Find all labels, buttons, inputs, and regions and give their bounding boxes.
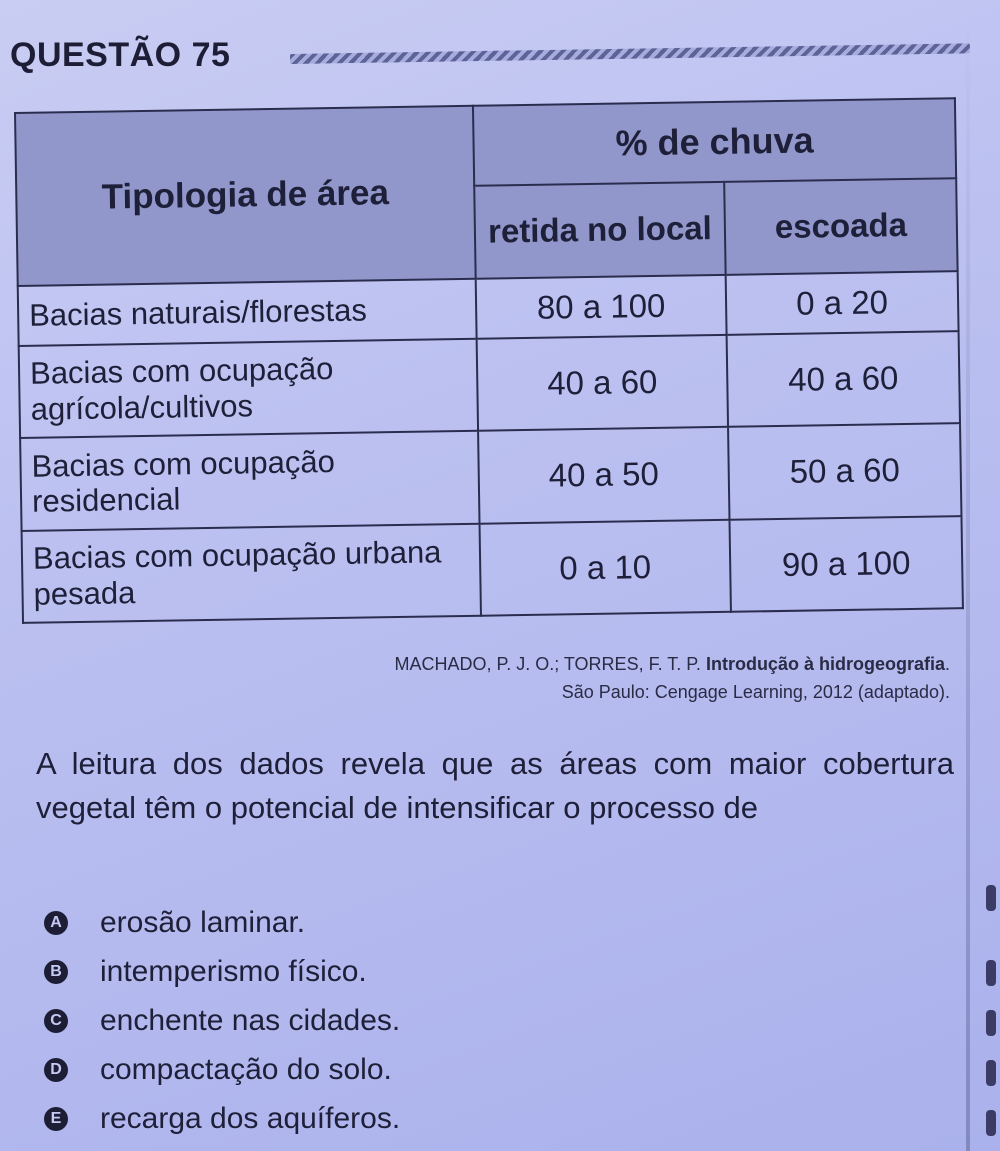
- page-edge-mark: [986, 1110, 996, 1136]
- page-edge-shadow: [966, 0, 970, 1151]
- row-type: Bacias com ocupação residencial: [20, 431, 479, 531]
- answer-options: [44, 898, 400, 1143]
- option-letter-badge: B: [44, 960, 68, 984]
- row-retida: 0 a 10: [480, 519, 731, 615]
- header-retida: retida no local: [474, 182, 725, 278]
- header-escoada: escoada: [724, 179, 957, 275]
- row-retida: 40 a 60: [477, 335, 728, 431]
- row-type: Bacias com ocupação urbana pesada: [22, 523, 481, 623]
- page-edge-mark: [986, 885, 996, 911]
- row-retida: 80 a 100: [476, 275, 727, 339]
- option-letter-badge: D: [44, 1058, 68, 1082]
- source-line-1: MACHADO, P. J. O.; TORRES, F. T. P. Introdução à hidrogeografia.: [394, 654, 950, 674]
- option-text: compactação do solo.: [100, 1052, 392, 1086]
- source-book: Introdução à hidrogeografia: [705, 654, 945, 674]
- option-text: enchente nas cidades.: [100, 1003, 401, 1037]
- header-percent-chuva: % de chuva: [473, 98, 956, 186]
- rainfall-table: [14, 97, 964, 624]
- option-letter-badge: A: [44, 911, 68, 935]
- option-text: recarga dos aquíferos.: [100, 1101, 401, 1135]
- header-tipologia: Tipologia de área: [15, 106, 476, 286]
- source-citation: [395, 650, 950, 706]
- table-row: [20, 423, 961, 530]
- option-a[interactable]: [44, 898, 400, 947]
- row-escoada: 50 a 60: [728, 423, 961, 519]
- row-retida: 40 a 50: [478, 427, 729, 523]
- question-header: [10, 30, 970, 80]
- page-edge-mark: [986, 960, 996, 986]
- option-c[interactable]: [44, 996, 400, 1045]
- table-row: [22, 516, 963, 623]
- row-type: Bacias com ocupação agrícola/cultivos: [19, 339, 478, 439]
- option-e[interactable]: [44, 1094, 400, 1143]
- option-text: intemperismo físico.: [100, 954, 367, 988]
- decorative-title-bar: [290, 43, 970, 64]
- row-escoada: 90 a 100: [729, 516, 962, 612]
- row-escoada: 40 a 60: [727, 331, 960, 427]
- option-letter-badge: C: [44, 1009, 68, 1033]
- page-edge-mark: [986, 1060, 996, 1086]
- source-publisher: São Paulo: Cengage Learning, 2012 (adaptado).: [561, 682, 950, 702]
- question-title: QUESTÃO 75: [10, 36, 231, 74]
- row-type: Bacias naturais/florestas: [18, 278, 477, 345]
- row-escoada: 0 a 20: [726, 271, 959, 335]
- option-text: erosão laminar.: [100, 905, 306, 939]
- option-letter-badge: E: [44, 1107, 68, 1131]
- source-authors: MACHADO, P. J. O.; TORRES, F. T. P.: [394, 654, 701, 674]
- question-text: A leitura dos dados revela que as áreas com maior cobertura vegetal têm o potencial de intensificar o processo de: [36, 746, 954, 825]
- table-row: [19, 331, 960, 438]
- option-d[interactable]: [44, 1045, 400, 1094]
- option-b[interactable]: [44, 947, 400, 996]
- page-edge-mark: [986, 1010, 996, 1036]
